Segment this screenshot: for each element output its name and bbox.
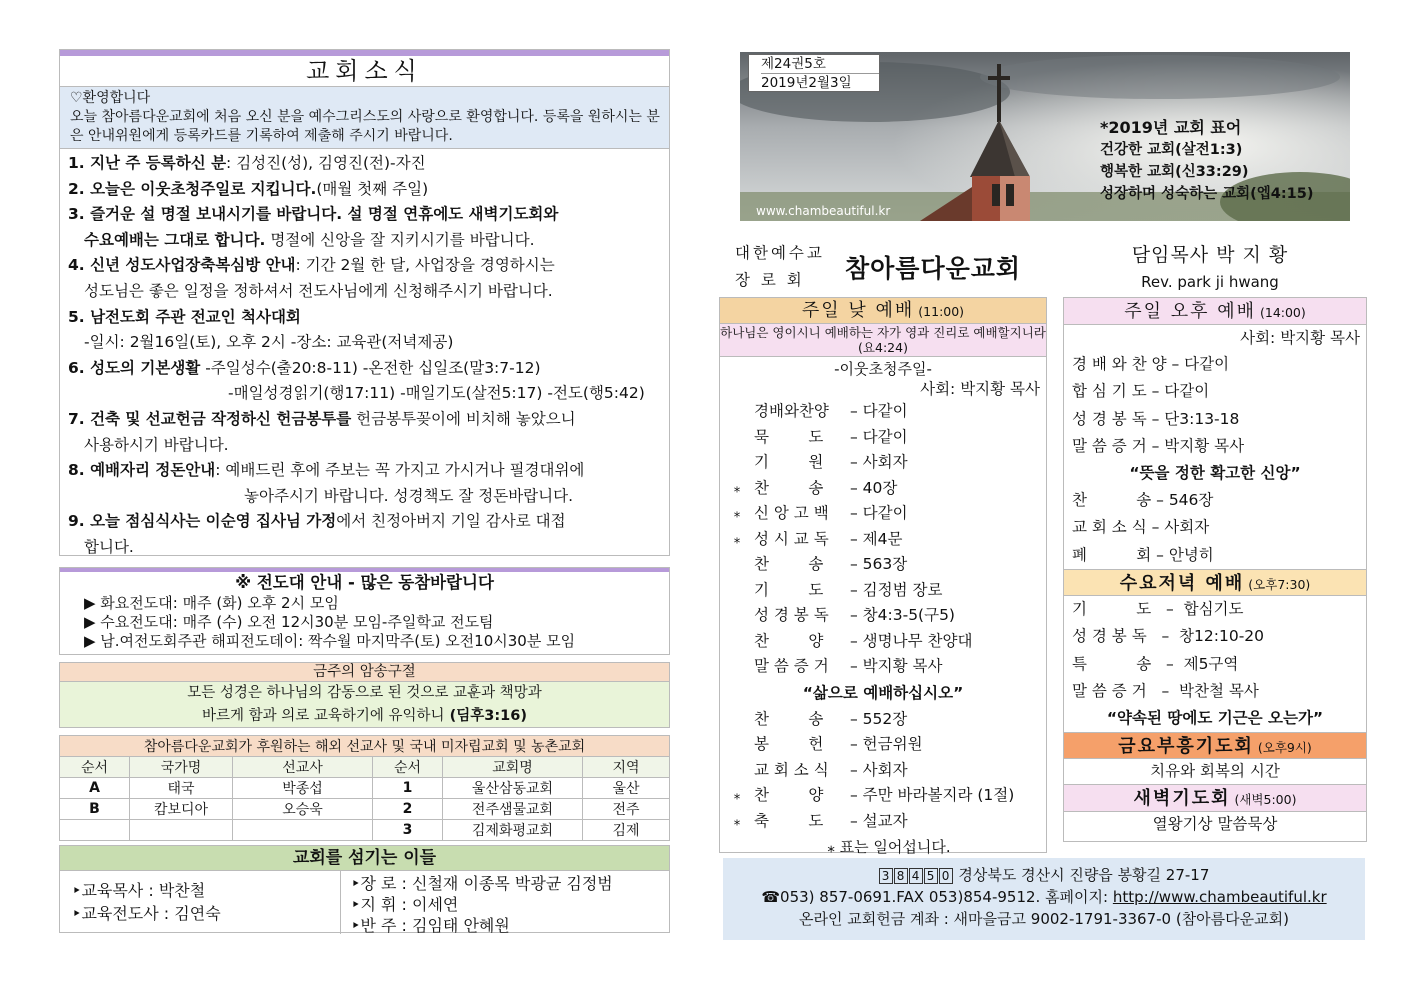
standing-mark xyxy=(720,399,754,425)
news-item-bold: 9. 오늘 점심식사는 이순영 집사님 가정 xyxy=(68,512,337,531)
zip-digit: 0 xyxy=(939,868,953,884)
order-name: 교 회 소 식 xyxy=(754,760,829,779)
order-value: – 창4:3-5(구5) xyxy=(850,606,955,624)
news-item-text: (매월 첫째 주일) xyxy=(316,179,429,198)
news-item xyxy=(68,381,661,407)
order-name: 성 시 교 독 xyxy=(754,529,829,548)
order-item xyxy=(720,629,1046,655)
standing-mark xyxy=(720,654,754,680)
news-item xyxy=(68,228,661,254)
missions-title: 참아름다운교회가 후원하는 해외 선교사 및 국내 미자립교회 및 농촌교회 xyxy=(60,736,670,757)
sunday-theme: -이웃초청주일- xyxy=(834,360,932,378)
verse-line-1: 모든 성경은 하나님의 감동으로 된 것으로 교훈과 책망과 xyxy=(187,685,542,701)
cell: 캄보디아 xyxy=(130,799,233,820)
website-url-overlay: www.chambeautiful.kr xyxy=(756,204,891,218)
zip-digit: 3 xyxy=(879,868,893,884)
order-value: – 563장 xyxy=(850,555,908,573)
verse-title: 금주의 암송구절 xyxy=(60,663,669,682)
welcome-box xyxy=(60,87,669,149)
dawn-title-text: 새벽기도회 xyxy=(1133,788,1231,810)
news-item-bold: 6. 성도의 기본생활 xyxy=(68,358,201,377)
order-name: 봉 헌 xyxy=(754,735,824,753)
sunday-morning-worship xyxy=(719,297,1047,856)
table-row xyxy=(60,799,670,820)
afternoon-sermon: “뜻을 정한 확고한 신앙” xyxy=(1129,464,1301,483)
zip-digit: 5 xyxy=(924,868,938,884)
order-name: 찬 양 xyxy=(754,631,824,650)
servers-left xyxy=(60,871,341,934)
evangelism-title: ※ 전도대 안내 - 많은 동참바랍니다 xyxy=(235,573,494,592)
sunday-title-text: 주일 낮 예배 xyxy=(801,300,915,321)
memory-verse-section xyxy=(59,662,670,728)
order-name: 찬 양 xyxy=(754,786,824,804)
order-item: 말 씀 증 거 – 박찬철 목사 xyxy=(1072,681,1259,700)
news-item-text: 에서 친정아버지 기일 감사로 대접 xyxy=(336,512,566,531)
pastor-name-en: Rev. park ji hwang xyxy=(1141,273,1279,291)
order-item xyxy=(720,783,1046,809)
order-item: 말 씀 증 거 – 박지황 목사 xyxy=(1072,436,1245,455)
standing-mark xyxy=(720,758,754,784)
cell: 태국 xyxy=(130,778,233,799)
cell: 울산삼동교회 xyxy=(443,778,583,799)
standing-mark xyxy=(720,425,754,451)
news-item-bold: 3. 즐거운 설 명절 보내시기를 바랍니다. 설 명절 연휴에도 새벽기도회와 xyxy=(68,205,559,224)
order-value: – 김정범 장로 xyxy=(850,580,943,599)
cell: 2 xyxy=(373,799,443,820)
issue-date: 2019년2월3일 xyxy=(761,75,852,91)
news-item xyxy=(68,202,661,228)
verse-line-2 xyxy=(60,705,669,728)
news-item-text: 명절에 신앙을 잘 지키시기를 바랍니다. xyxy=(265,230,535,249)
news-item-bold: 수요예배는 그대로 합니다. xyxy=(84,230,266,249)
news-item-bold: 4. 신년 성도사업장축복심방 안내 xyxy=(68,256,296,275)
order-name: 찬 송 xyxy=(754,478,824,497)
cell: 1 xyxy=(373,778,443,799)
news-items xyxy=(60,149,669,561)
zip-code xyxy=(879,866,954,884)
friday-title xyxy=(1064,732,1366,759)
standing-mark: ⁎ xyxy=(733,480,741,496)
news-item-text: 놓아주시기 바랍니다. 성경책도 잘 정돈바랍니다. xyxy=(244,486,574,505)
news-item xyxy=(68,484,661,510)
order-value: – 사회자 xyxy=(850,760,908,779)
evangelism-item: ▶ 수요전도대: 매주 (수) 오전 12시30분 모임-주일학교 전도팀 xyxy=(84,613,494,631)
order-item xyxy=(720,707,1046,733)
order-value: – 생명나무 찬양대 xyxy=(850,631,973,650)
cell: 박종섭 xyxy=(233,778,373,799)
news-item xyxy=(68,433,661,459)
wednesday-title-text: 수요저녁 예배 xyxy=(1119,573,1245,595)
server-entry: ‣반 주 : 김임태 안혜원 xyxy=(351,916,510,935)
verse-reference: (딤후3:16) xyxy=(444,708,527,724)
order-item: 성 경 봉 독 – 창12:10-20 xyxy=(1072,627,1265,646)
sunday-order xyxy=(720,399,1046,680)
news-title: 교회소식 xyxy=(60,56,669,87)
motto-line: 행복한 교회(신33:29) xyxy=(1100,164,1249,180)
order-item xyxy=(720,450,1046,476)
cell xyxy=(130,820,233,841)
order-item: 합 심 기 도 – 다같이 xyxy=(1072,382,1210,401)
sunday-leader: 사회: 박지황 목사 xyxy=(920,380,1040,398)
news-item xyxy=(68,535,661,561)
wednesday-title xyxy=(1064,569,1366,596)
standing-mark xyxy=(720,732,754,758)
col-header: 선교사 xyxy=(233,757,373,778)
order-value: – 박지황 목사 xyxy=(850,657,943,675)
servers-section xyxy=(59,845,670,933)
news-item-text: : 기간 2월 한 달, 사업장을 경영하시는 xyxy=(295,256,555,275)
order-item: 교 회 소 식 – 사회자 xyxy=(1072,518,1210,537)
order-name: 신 앙 고 백 xyxy=(754,504,829,522)
phone-line xyxy=(723,886,1365,908)
welcome-text: 오늘 참아름다운교회에 처음 오신 분을 예수그리스도의 사랑으로 환영합니다. 등록을 원하시는 분은 안내위원에게 등록카드를 기록하여 제출해 주시기 바랍니다. xyxy=(70,109,660,144)
col-header: 국가명 xyxy=(130,757,233,778)
news-item-text: 헌금봉투꽂이에 비치해 놓았으니 xyxy=(351,409,576,428)
friday-text: 치유와 회복의 시간 xyxy=(1064,759,1366,785)
order-value: – 다같이 xyxy=(850,427,908,446)
server-entry: ‣장 로 : 신철재 이종목 박광균 김정범 xyxy=(351,874,613,893)
evangelism-section xyxy=(59,567,670,655)
cell: B xyxy=(60,799,130,820)
servers-right xyxy=(341,871,669,934)
news-item xyxy=(68,279,661,305)
order-name: 경배와찬양 xyxy=(754,402,829,420)
order-name: 축 도 xyxy=(754,811,824,830)
server-entry: ‣교육전도사 : 김연숙 xyxy=(72,904,221,923)
order-name: 기 원 xyxy=(754,453,824,471)
server-entry: ‣교육목사 : 박찬철 xyxy=(72,881,206,900)
church-name: 참아름다운교회 xyxy=(845,254,1022,283)
order-item: 특 송 – 제5구역 xyxy=(1072,654,1239,673)
missions-table xyxy=(59,735,670,841)
volume-box xyxy=(748,54,880,92)
order-value: – 주만 바라볼지라 (1절) xyxy=(850,786,1015,804)
wednesday-time: (오후7:30) xyxy=(1244,577,1311,593)
cell: 전주샘물교회 xyxy=(443,799,583,820)
order-value: – 제4문 xyxy=(850,529,903,548)
order-name: 성 경 봉 독 xyxy=(754,606,829,624)
address: 경상북도 경산시 진량읍 봉황길 27-17 xyxy=(953,866,1210,884)
order-value: – 설교자 xyxy=(850,811,908,830)
welcome-title: ♡환영합니다 xyxy=(70,90,151,106)
zip-digit: 4 xyxy=(909,868,923,884)
news-item-bold: 7. 건축 및 선교헌금 작정하신 헌금봉투를 xyxy=(68,409,352,428)
col-header: 순서 xyxy=(373,757,443,778)
account-line: 온라인 교회헌금 계좌 : 새마을금고 9002-1791-3367-0 (참아름다운교회) xyxy=(799,910,1289,928)
dawn-time: (새벽5:00) xyxy=(1230,792,1297,808)
order-item xyxy=(720,578,1046,604)
news-item-bold: 8. 예배자리 정돈안내 xyxy=(68,461,216,480)
verse-text: 바르게 함과 의로 교육하기에 유익하니 xyxy=(202,708,445,724)
order-value: – 사회자 xyxy=(850,453,908,471)
address-line xyxy=(723,864,1365,886)
order-name: 묵 도 xyxy=(754,427,824,446)
order-value: – 552장 xyxy=(850,709,908,728)
standing-mark: ⁎ xyxy=(733,531,741,547)
standing-mark xyxy=(720,707,754,733)
cell: 3 xyxy=(373,820,443,841)
news-item-text: -일시: 2월16일(토), 오후 2시 -장소: 교육관(저녁제공) xyxy=(84,333,454,352)
afternoon-title xyxy=(1064,298,1366,325)
sunday-title xyxy=(720,298,1046,324)
afternoon-time: (14:00) xyxy=(1256,305,1306,320)
news-item xyxy=(68,305,661,331)
standing-mark: ⁎ xyxy=(733,813,741,829)
news-item-text: -주일성수(출20:8-11) -온전한 십일조(말3:7-12) xyxy=(200,358,541,377)
col-header: 교회명 xyxy=(443,757,583,778)
standing-mark: ⁎ xyxy=(733,506,741,521)
order-item xyxy=(720,527,1046,553)
col-header: 지역 xyxy=(583,757,670,778)
standing-mark xyxy=(720,603,754,629)
news-item xyxy=(68,177,661,203)
news-item xyxy=(68,151,661,177)
order-name: 찬 송 xyxy=(754,555,824,573)
news-item-bold: 1. 지난 주 등록하신 분 xyxy=(68,154,227,172)
order-item xyxy=(720,476,1046,502)
news-item-text: 성도님은 좋은 일정을 정하셔서 전도사님에게 신청해주시기 바랍니다. xyxy=(84,281,553,300)
sunday-time: (11:00) xyxy=(914,304,965,319)
zip-digit: 8 xyxy=(894,868,908,884)
order-item xyxy=(720,654,1046,680)
order-item: 성 경 봉 독 – 단3:13-18 xyxy=(1072,409,1240,428)
denomination-line-2: 장 로 회 xyxy=(735,271,805,289)
pastor-name-ko: 담임목사 박 지 황 xyxy=(1131,244,1289,266)
standing-note: ⁎ 표는 일어섭니다. xyxy=(827,838,951,856)
news-item xyxy=(68,253,661,279)
cell: 김제 xyxy=(583,820,670,841)
order-item xyxy=(720,552,1046,578)
news-item-text: 사용하시기 바랍니다. xyxy=(84,435,229,454)
cell: 오승욱 xyxy=(233,799,373,820)
order-item xyxy=(720,732,1046,758)
order-item: 경 배 와 찬 양 – 다같이 xyxy=(1072,355,1230,373)
col-header: 순서 xyxy=(60,757,130,778)
news-item xyxy=(68,458,661,484)
order-item xyxy=(720,809,1046,835)
standing-mark xyxy=(720,552,754,578)
order-name: 찬 송 xyxy=(754,709,824,728)
news-item-text: 합니다. xyxy=(84,537,134,556)
standing-mark: ⁎ xyxy=(733,788,741,803)
church-motto xyxy=(1100,117,1314,205)
homepage-link[interactable]: http://www.chambeautiful.kr xyxy=(1112,888,1327,906)
news-item xyxy=(68,407,661,433)
servers-title: 교회를 섬기는 이들 xyxy=(60,846,669,871)
motto-line: 성장하며 성숙하는 교회(엡4:15) xyxy=(1100,186,1314,202)
motto-title: *2019년 교회 표어 xyxy=(1100,118,1242,137)
friday-time: (오후9시) xyxy=(1253,740,1312,756)
cell xyxy=(60,820,130,841)
order-value: – 40장 xyxy=(850,478,898,497)
news-item-text: -매일성경읽기(행17:11) -매일기도(살전5:17) -전도(행5:42) xyxy=(228,384,645,403)
sunday-scripture: 하나님은 영이시니 예배하는 자가 영과 진리로 예배할지니라(요4:24) xyxy=(720,325,1046,355)
cell: A xyxy=(60,778,130,799)
order-item: 찬 송 – 546장 xyxy=(1072,491,1214,510)
denomination xyxy=(735,240,835,294)
order-item xyxy=(720,501,1046,527)
sunday-sermon: “삶으로 예배하십시오” xyxy=(802,683,964,702)
table-row xyxy=(60,820,670,841)
other-services xyxy=(1063,297,1367,842)
dawn-title xyxy=(1064,785,1366,812)
phone-fax: ☎053) 857-0691.FAX 053)854-9512. 홈페이지: xyxy=(761,888,1113,906)
wednesday-sermon: “약속된 땅에도 기근은 오는가” xyxy=(1106,709,1324,728)
order-item xyxy=(720,758,1046,784)
afternoon-title-text: 주일 오후 예배 xyxy=(1124,301,1257,322)
senior-pastor xyxy=(1110,240,1310,291)
order-value: – 헌금위원 xyxy=(850,735,923,753)
order-item xyxy=(720,603,1046,629)
friday-title-text: 금요부흥기도회 xyxy=(1118,736,1254,758)
cell: 울산 xyxy=(583,778,670,799)
order-item xyxy=(720,425,1046,451)
sunday-order-2 xyxy=(720,707,1046,835)
standing-mark xyxy=(720,629,754,655)
news-item xyxy=(68,509,661,535)
order-item: 기 도 – 합심기도 xyxy=(1072,600,1244,619)
evangelism-item: ▶ 남.여전도회주관 해피전도데이: 짝수월 마지막주(토) 오전10시30분 모임 xyxy=(84,632,576,650)
church-news-section xyxy=(59,49,670,556)
news-item-bold: 5. 남전도회 주관 전교인 척사대회 xyxy=(68,307,301,326)
volume-number: 제24권5호 xyxy=(761,55,879,74)
table-row xyxy=(60,778,670,799)
order-value: – 다같이 xyxy=(850,504,908,522)
footer-contact xyxy=(723,858,1365,940)
cell: 김제화평교회 xyxy=(443,820,583,841)
motto-line: 건강한 교회(살전1:3) xyxy=(1100,142,1243,158)
news-item-text: : 김성진(성), 김영진(전)-자진 xyxy=(226,154,426,172)
cell xyxy=(233,820,373,841)
standing-mark xyxy=(720,578,754,604)
order-value: – 다같이 xyxy=(850,402,908,420)
missions-section xyxy=(59,735,670,841)
denomination-line-1: 대한예수교 xyxy=(735,244,825,262)
news-item xyxy=(68,330,661,356)
afternoon-leader: 사회: 박지황 목사 xyxy=(1240,329,1360,347)
news-item xyxy=(68,356,661,382)
order-item: 폐 회 – 안녕히 xyxy=(1072,545,1214,564)
dawn-text: 열왕기상 말씀묵상 xyxy=(1152,815,1278,834)
order-name: 기 도 xyxy=(754,580,824,599)
evangelism-item: ▶ 화요전도대: 매주 (화) 오후 2시 모임 xyxy=(84,594,339,612)
news-item-text: : 예배드린 후에 주보는 꼭 가지고 가시거나 필경대위에 xyxy=(215,461,585,480)
server-entry: ‣지 휘 : 이세연 xyxy=(351,895,459,914)
cell: 전주 xyxy=(583,799,670,820)
order-item xyxy=(720,399,1046,425)
order-name: 말 씀 증 거 xyxy=(754,657,829,675)
standing-mark xyxy=(720,450,754,476)
news-item-bold: 2. 오늘은 이웃초청주일로 지킵니다. xyxy=(68,179,317,198)
